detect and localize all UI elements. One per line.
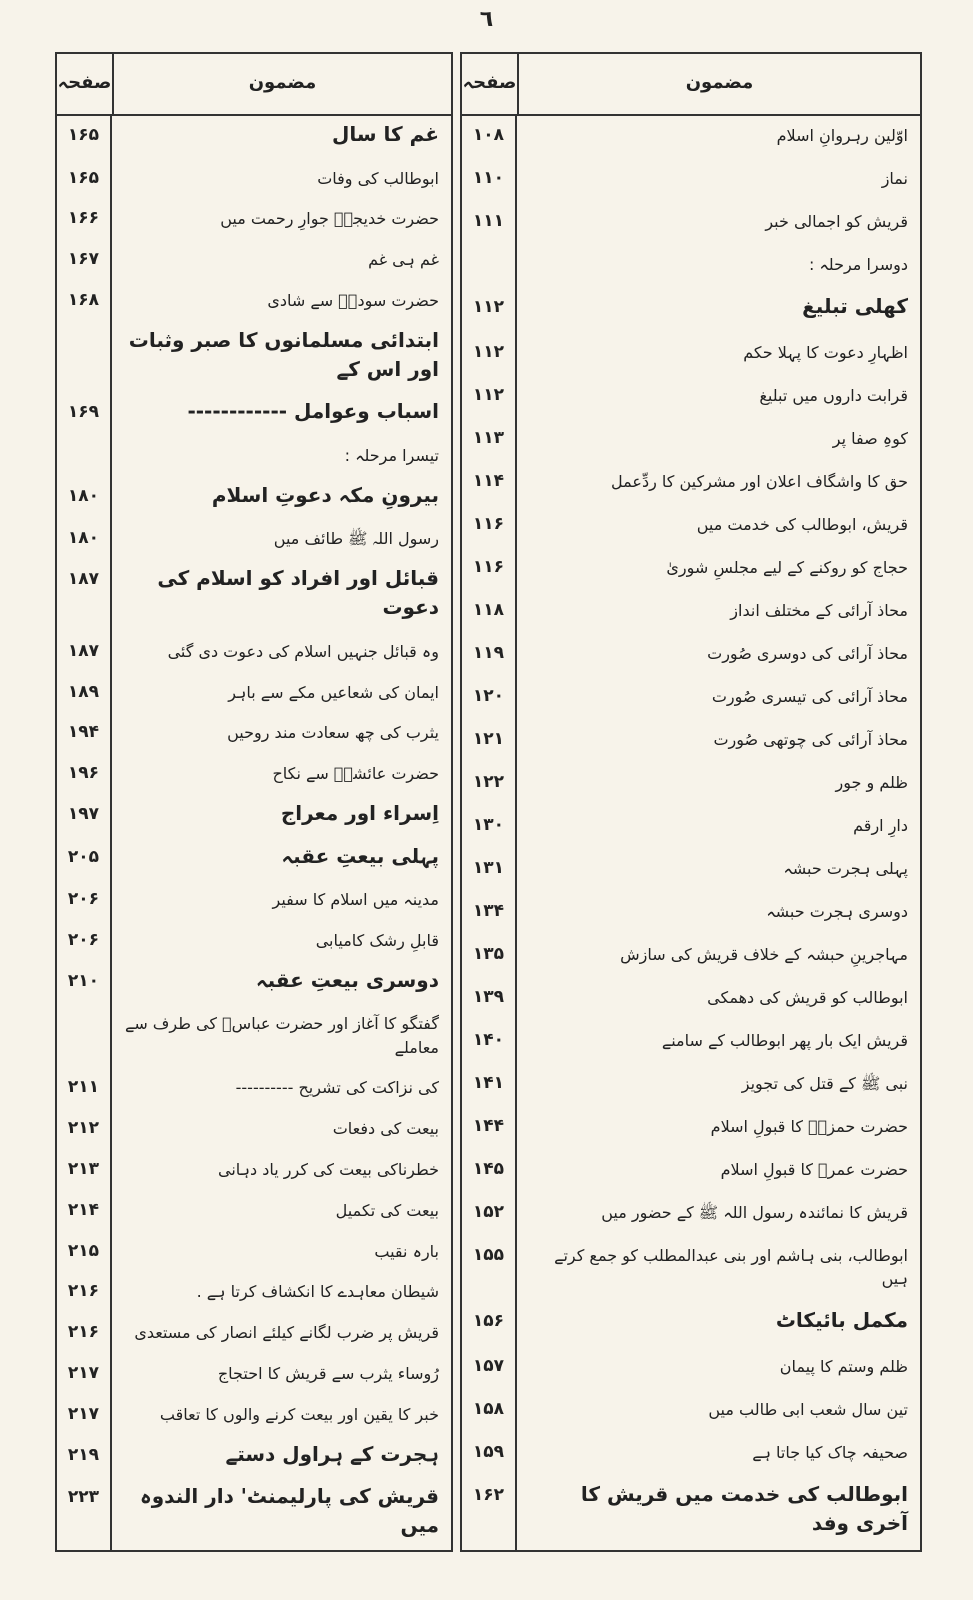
entry-heading: بیرونِ مکہ دعوتِ اسلام — [211, 482, 439, 507]
entry-page-number: ۱۱۲ — [462, 376, 517, 419]
entry-title: مدینہ میں اسلام کا سفیر — [272, 890, 439, 910]
toc-entry — [462, 634, 920, 677]
entry-title: بیعت کی تکمیل — [335, 1200, 439, 1220]
entry-title: قریش ایک بار پھر ابوطالب کے سامنے — [661, 1031, 908, 1051]
entry-page-number: ۱۸۷ — [57, 560, 112, 632]
entry-page-number: ۲۱۳ — [57, 1150, 112, 1191]
entry-title: اوّلین رہروانِ اسلام — [776, 126, 908, 145]
entry-page-number: ۲۱۲ — [57, 1109, 112, 1150]
subject-col-header: مضمون — [685, 72, 754, 93]
toc-entry — [57, 281, 451, 322]
toc-entry — [462, 1107, 920, 1150]
entry-title: تیسرا مرحلہ : — [344, 446, 439, 466]
entry-page-number: ۱۲۲ — [462, 763, 517, 806]
entry-page-number: ۱۴۰ — [462, 1021, 517, 1064]
entry-page-number: ۱۳۵ — [462, 935, 517, 978]
entry-heading: اِسراء اور معراج — [280, 801, 439, 826]
entry-page-number: ۱۳۱ — [462, 849, 517, 892]
page-col-header: صفحہ — [462, 54, 519, 114]
toc-entry — [57, 1354, 451, 1395]
entry-page-number — [462, 245, 517, 288]
toc-rows — [57, 116, 451, 1550]
toc-entry — [462, 159, 920, 202]
toc-entry — [57, 240, 451, 281]
entry-title: مہاجرینِ حبشہ کے خلاف قریش کی سازش — [620, 945, 908, 965]
entry-title: خبر کا یقین اور بیعت کرنے والوں کا تعاقب — [159, 1404, 439, 1424]
table-header — [57, 54, 451, 116]
toc-entry — [57, 199, 451, 240]
entry-page-number: ۲۱۹ — [57, 1436, 112, 1479]
toc-entry — [57, 1109, 451, 1150]
entry-page-number: ۲۲۳ — [57, 1478, 112, 1550]
entry-page-number — [57, 322, 112, 394]
entry-title: محاذ آرائی کی دوسری صُورت — [707, 644, 908, 663]
toc-table-right — [460, 52, 922, 1552]
toc-entry — [462, 1347, 920, 1390]
toc-entry — [57, 838, 451, 881]
entry-heading: ابوطالب کی خدمت میں قریش کا آخری وفد — [580, 1482, 908, 1536]
entry-page-number: ۱۱۸ — [462, 591, 517, 634]
toc-entry — [462, 1021, 920, 1064]
toc-entry — [462, 1433, 920, 1476]
entry-title: ابوطالب، بنی ہاشم اور بنی عبدالمطلب کو جمع کرتے ہیں — [554, 1246, 908, 1289]
entry-page-number: ۲۱۷ — [57, 1395, 112, 1436]
toc-entry — [57, 673, 451, 714]
entry-page-number: ۱۹۶ — [57, 754, 112, 795]
toc-entry — [57, 1272, 451, 1313]
entry-page-number: ۱۲۱ — [462, 720, 517, 763]
entry-title: محاذ آرائی کی چوتھی صُورت — [713, 730, 908, 750]
toc-entry — [462, 1302, 920, 1347]
entry-title: حق کا واشگاف اعلان اور مشرکین کا ردِّعمل — [611, 471, 908, 491]
entry-title: قریش پر ضرب لگانے کیلئے انصار کی مستعدی — [134, 1323, 439, 1343]
toc-entry — [462, 720, 920, 763]
entry-page-number: ۲۰۶ — [57, 880, 112, 921]
toc-entry — [462, 505, 920, 548]
entry-title: وہ قبائل جنہیں اسلام کی دعوت دی گئی — [167, 641, 439, 661]
toc-entry — [57, 519, 451, 560]
entry-title: یثرب کی چھ سعادت مند روحیں — [227, 723, 439, 743]
entry-page-number: ۱۵۷ — [462, 1347, 517, 1390]
entry-title: شیطان معاہدے کا انکشاف کرتا ہے . — [196, 1282, 439, 1302]
entry-page-number: ۱۵۵ — [462, 1236, 517, 1302]
entry-page-number: ۱۰۸ — [462, 116, 517, 159]
entry-title: قریش، ابوطالب کی خدمت میں — [696, 514, 908, 534]
entry-page-number: ۱۶۷ — [57, 240, 112, 281]
entry-title: حضرت عمرؓ کا قبولِ اسلام — [720, 1160, 908, 1180]
entry-page-number: ۱۵۹ — [462, 1433, 517, 1476]
entry-title: دارِ ارقم — [853, 816, 908, 836]
toc-entry — [462, 892, 920, 935]
entry-heading: پہلی بیعتِ عقبہ — [281, 843, 439, 868]
entry-page-number — [57, 436, 112, 477]
entry-page-number: ۱۱۰ — [462, 159, 517, 202]
entry-page-number: ۱۶۸ — [57, 281, 112, 322]
toc-entry — [57, 1395, 451, 1436]
entry-page-number — [57, 1004, 112, 1068]
toc-entry — [57, 1191, 451, 1232]
toc-entry — [57, 1313, 451, 1354]
entry-page-number: ۲۱۰ — [57, 962, 112, 1005]
entry-page-number: ۱۸۰ — [57, 477, 112, 520]
entry-page-number: ۱۸۹ — [57, 673, 112, 714]
entry-title: نبی ﷺ کے قتل کی تجویز — [741, 1074, 908, 1094]
toc-entry — [462, 935, 920, 978]
entry-title: دوسری ہجرت حبشہ — [766, 902, 908, 922]
entry-page-number: ۱۵۸ — [462, 1390, 517, 1433]
toc-entry — [57, 560, 451, 632]
toc-entry — [57, 1004, 451, 1068]
entry-page-number: ۱۶۵ — [57, 116, 112, 159]
entry-title: محاذ آرائی کے مختلف انداز — [730, 600, 908, 620]
toc-entry — [462, 677, 920, 720]
entry-title: حضرت سودہؓ سے شادی — [267, 291, 439, 310]
toc-entry — [57, 477, 451, 520]
toc-entry — [57, 1150, 451, 1191]
page-number: ٦ — [479, 7, 494, 32]
entry-page-number: ۱۱۲ — [462, 333, 517, 376]
toc-entry — [462, 849, 920, 892]
entry-title: قریش کا نمائندہ رسول اللہ ﷺ کے حضور میں — [601, 1203, 908, 1223]
entry-heading: قریش کی پارلیمنٹ' دار الندوہ میں — [140, 1484, 439, 1538]
toc-entry — [462, 333, 920, 376]
toc-entry — [462, 376, 920, 419]
entry-title: دوسرا مرحلہ : — [808, 255, 908, 275]
toc-tables — [0, 52, 973, 1582]
entry-title: اظہارِ دعوت کا پہلا حکم — [743, 342, 908, 362]
toc-entry — [462, 245, 920, 288]
entry-heading: غم کا سال — [332, 122, 439, 146]
entry-page-number: ۱۳۹ — [462, 978, 517, 1021]
entry-title: ظلم و جور — [835, 773, 908, 793]
entry-heading: اسباب وعوامل ------------ — [187, 399, 439, 424]
entry-page-number: ۲۱۵ — [57, 1232, 112, 1273]
toc-rows — [462, 116, 920, 1550]
entry-page-number: ۱۸۰ — [57, 519, 112, 560]
entry-title: تین سال شعب ابی طالب میں — [708, 1400, 908, 1420]
entry-title: قابلِ رشک کامیابی — [315, 931, 439, 951]
entry-page-number: ۱۵۶ — [462, 1302, 517, 1347]
entry-title: حجاج کو روکنے کے لیے مجلسِ شوریٰ — [666, 557, 908, 577]
entry-page-number: ۱۲۰ — [462, 677, 517, 720]
toc-entry — [462, 806, 920, 849]
entry-title: ظلم وستم کا پیمان — [779, 1357, 908, 1377]
entry-page-number: ۱۵۲ — [462, 1193, 517, 1236]
entry-page-number: ۱۴۱ — [462, 1064, 517, 1107]
entry-page-number: ۱۴۵ — [462, 1150, 517, 1193]
toc-entry — [462, 548, 920, 591]
entry-page-number: ۲۰۵ — [57, 838, 112, 881]
toc-entry — [462, 1064, 920, 1107]
subject-col-header: مضمون — [248, 72, 317, 93]
entry-page-number: ۱۱۶ — [462, 548, 517, 591]
entry-title: بارہ نقیب — [374, 1241, 439, 1261]
entry-heading: ہجرت کے ہراول دستے — [225, 1441, 439, 1466]
toc-entry — [462, 763, 920, 806]
entry-page-number: ۱۶۹ — [57, 393, 112, 436]
entry-title: حضرت حمزہؓ کا قبولِ اسلام — [710, 1117, 908, 1137]
entry-title: گفتگو کا آغاز اور حضرت عباسؓ کی طرف سے معاملے — [124, 1014, 439, 1057]
toc-entry — [462, 116, 920, 159]
entry-page-number: ۱۹۴ — [57, 713, 112, 754]
entry-heading: قبائل اور افراد کو اسلام کی دعوت — [157, 566, 439, 620]
entry-page-number: ۲۱۱ — [57, 1068, 112, 1109]
toc-entry — [462, 1193, 920, 1236]
entry-title: قریش کو اجمالی خبر — [765, 212, 908, 232]
entry-title: حضرت عائشہؓ سے نکاح — [272, 764, 439, 784]
entry-title: محاذ آرائی کی تیسری صُورت — [711, 687, 908, 707]
entry-page-number: ۱۱۱ — [462, 202, 517, 245]
entry-page-number: ۲۱۴ — [57, 1191, 112, 1232]
toc-entry — [462, 288, 920, 333]
toc-entry — [462, 1236, 920, 1302]
entry-title: کی نزاکت کی تشریح ---------- — [235, 1078, 439, 1098]
entry-title: بیعت کی دفعات — [332, 1119, 439, 1139]
toc-table-left — [55, 52, 453, 1552]
toc-entry — [57, 921, 451, 962]
table-header — [462, 54, 920, 116]
entry-title: ایمان کی شعاعیں مکے سے باہر — [228, 682, 439, 702]
toc-entry — [57, 713, 451, 754]
toc-entry — [57, 1436, 451, 1479]
toc-entry — [462, 1150, 920, 1193]
toc-entry — [57, 322, 451, 394]
entry-page-number: ۱۱۹ — [462, 634, 517, 677]
entry-title: قرابت داروں میں تبلیغ — [759, 385, 908, 405]
entry-page-number: ۱۴۴ — [462, 1107, 517, 1150]
entry-page-number: ۱۳۴ — [462, 892, 517, 935]
toc-entry — [462, 1476, 920, 1550]
entry-page-number: ۱۱۲ — [462, 288, 517, 333]
entry-title: رسول اللہ ﷺ طائف میں — [273, 529, 439, 549]
toc-entry — [57, 795, 451, 838]
page-col-header: صفحہ — [57, 54, 114, 114]
entry-page-number: ۱۶۶ — [57, 199, 112, 240]
entry-heading: ابتدائی مسلمانوں کا صبر وثبات اور اس کے — [128, 327, 439, 381]
toc-entry — [57, 159, 451, 200]
entry-page-number: ۲۱۶ — [57, 1272, 112, 1313]
entry-page-number: ۱۹۷ — [57, 795, 112, 838]
toc-entry — [57, 632, 451, 673]
entry-title: نماز — [881, 169, 908, 189]
entry-title: رُوساء یثرب سے قریش کا احتجاج — [217, 1364, 439, 1383]
entry-page-number: ۲۱۶ — [57, 1313, 112, 1354]
toc-entry — [57, 1478, 451, 1550]
entry-heading: دوسری بیعتِ عقبہ — [255, 967, 439, 992]
entry-title: پہلی ہجرت حبشہ — [783, 859, 908, 879]
entry-title: صحیفہ چاک کیا جاتا ہے — [752, 1443, 908, 1463]
entry-page-number: ۱۶۵ — [57, 159, 112, 200]
toc-entry — [57, 1068, 451, 1109]
entry-page-number: ۱۳۰ — [462, 806, 517, 849]
entry-title: خطرناکی بیعت کی کرر یاد دہانی — [217, 1160, 439, 1180]
entry-title: حضرت خدیجہؓ جوارِ رحمت میں — [220, 209, 439, 229]
toc-entry — [57, 436, 451, 477]
entry-page-number: ۲۱۷ — [57, 1354, 112, 1395]
toc-entry — [462, 202, 920, 245]
toc-entry — [57, 754, 451, 795]
entry-page-number: ۲۰۶ — [57, 921, 112, 962]
toc-entry — [462, 462, 920, 505]
entry-page-number: ۱۱۳ — [462, 419, 517, 462]
entry-page-number: ۱۱۴ — [462, 462, 517, 505]
toc-entry — [57, 880, 451, 921]
toc-entry — [57, 1232, 451, 1273]
entry-page-number: ۱۸۷ — [57, 632, 112, 673]
toc-entry — [57, 962, 451, 1005]
entry-title: کوہِ صفا پر — [832, 428, 908, 448]
toc-entry — [462, 591, 920, 634]
entry-page-number: ۱۱۶ — [462, 505, 517, 548]
toc-entry — [462, 978, 920, 1021]
entry-title: ابوطالب کو قریش کی دھمکی — [707, 988, 908, 1008]
entry-page-number: ۱۶۲ — [462, 1476, 517, 1550]
entry-heading: مکمل بائیکاٹ — [775, 1308, 908, 1333]
toc-entry — [57, 116, 451, 159]
entry-title: ابوطالب کی وفات — [317, 168, 439, 188]
toc-entry — [462, 1390, 920, 1433]
entry-heading: کھلی تبلیغ — [802, 294, 908, 319]
toc-entry — [57, 393, 451, 436]
toc-entry — [462, 419, 920, 462]
entry-title: غم ہی غم — [368, 250, 439, 270]
